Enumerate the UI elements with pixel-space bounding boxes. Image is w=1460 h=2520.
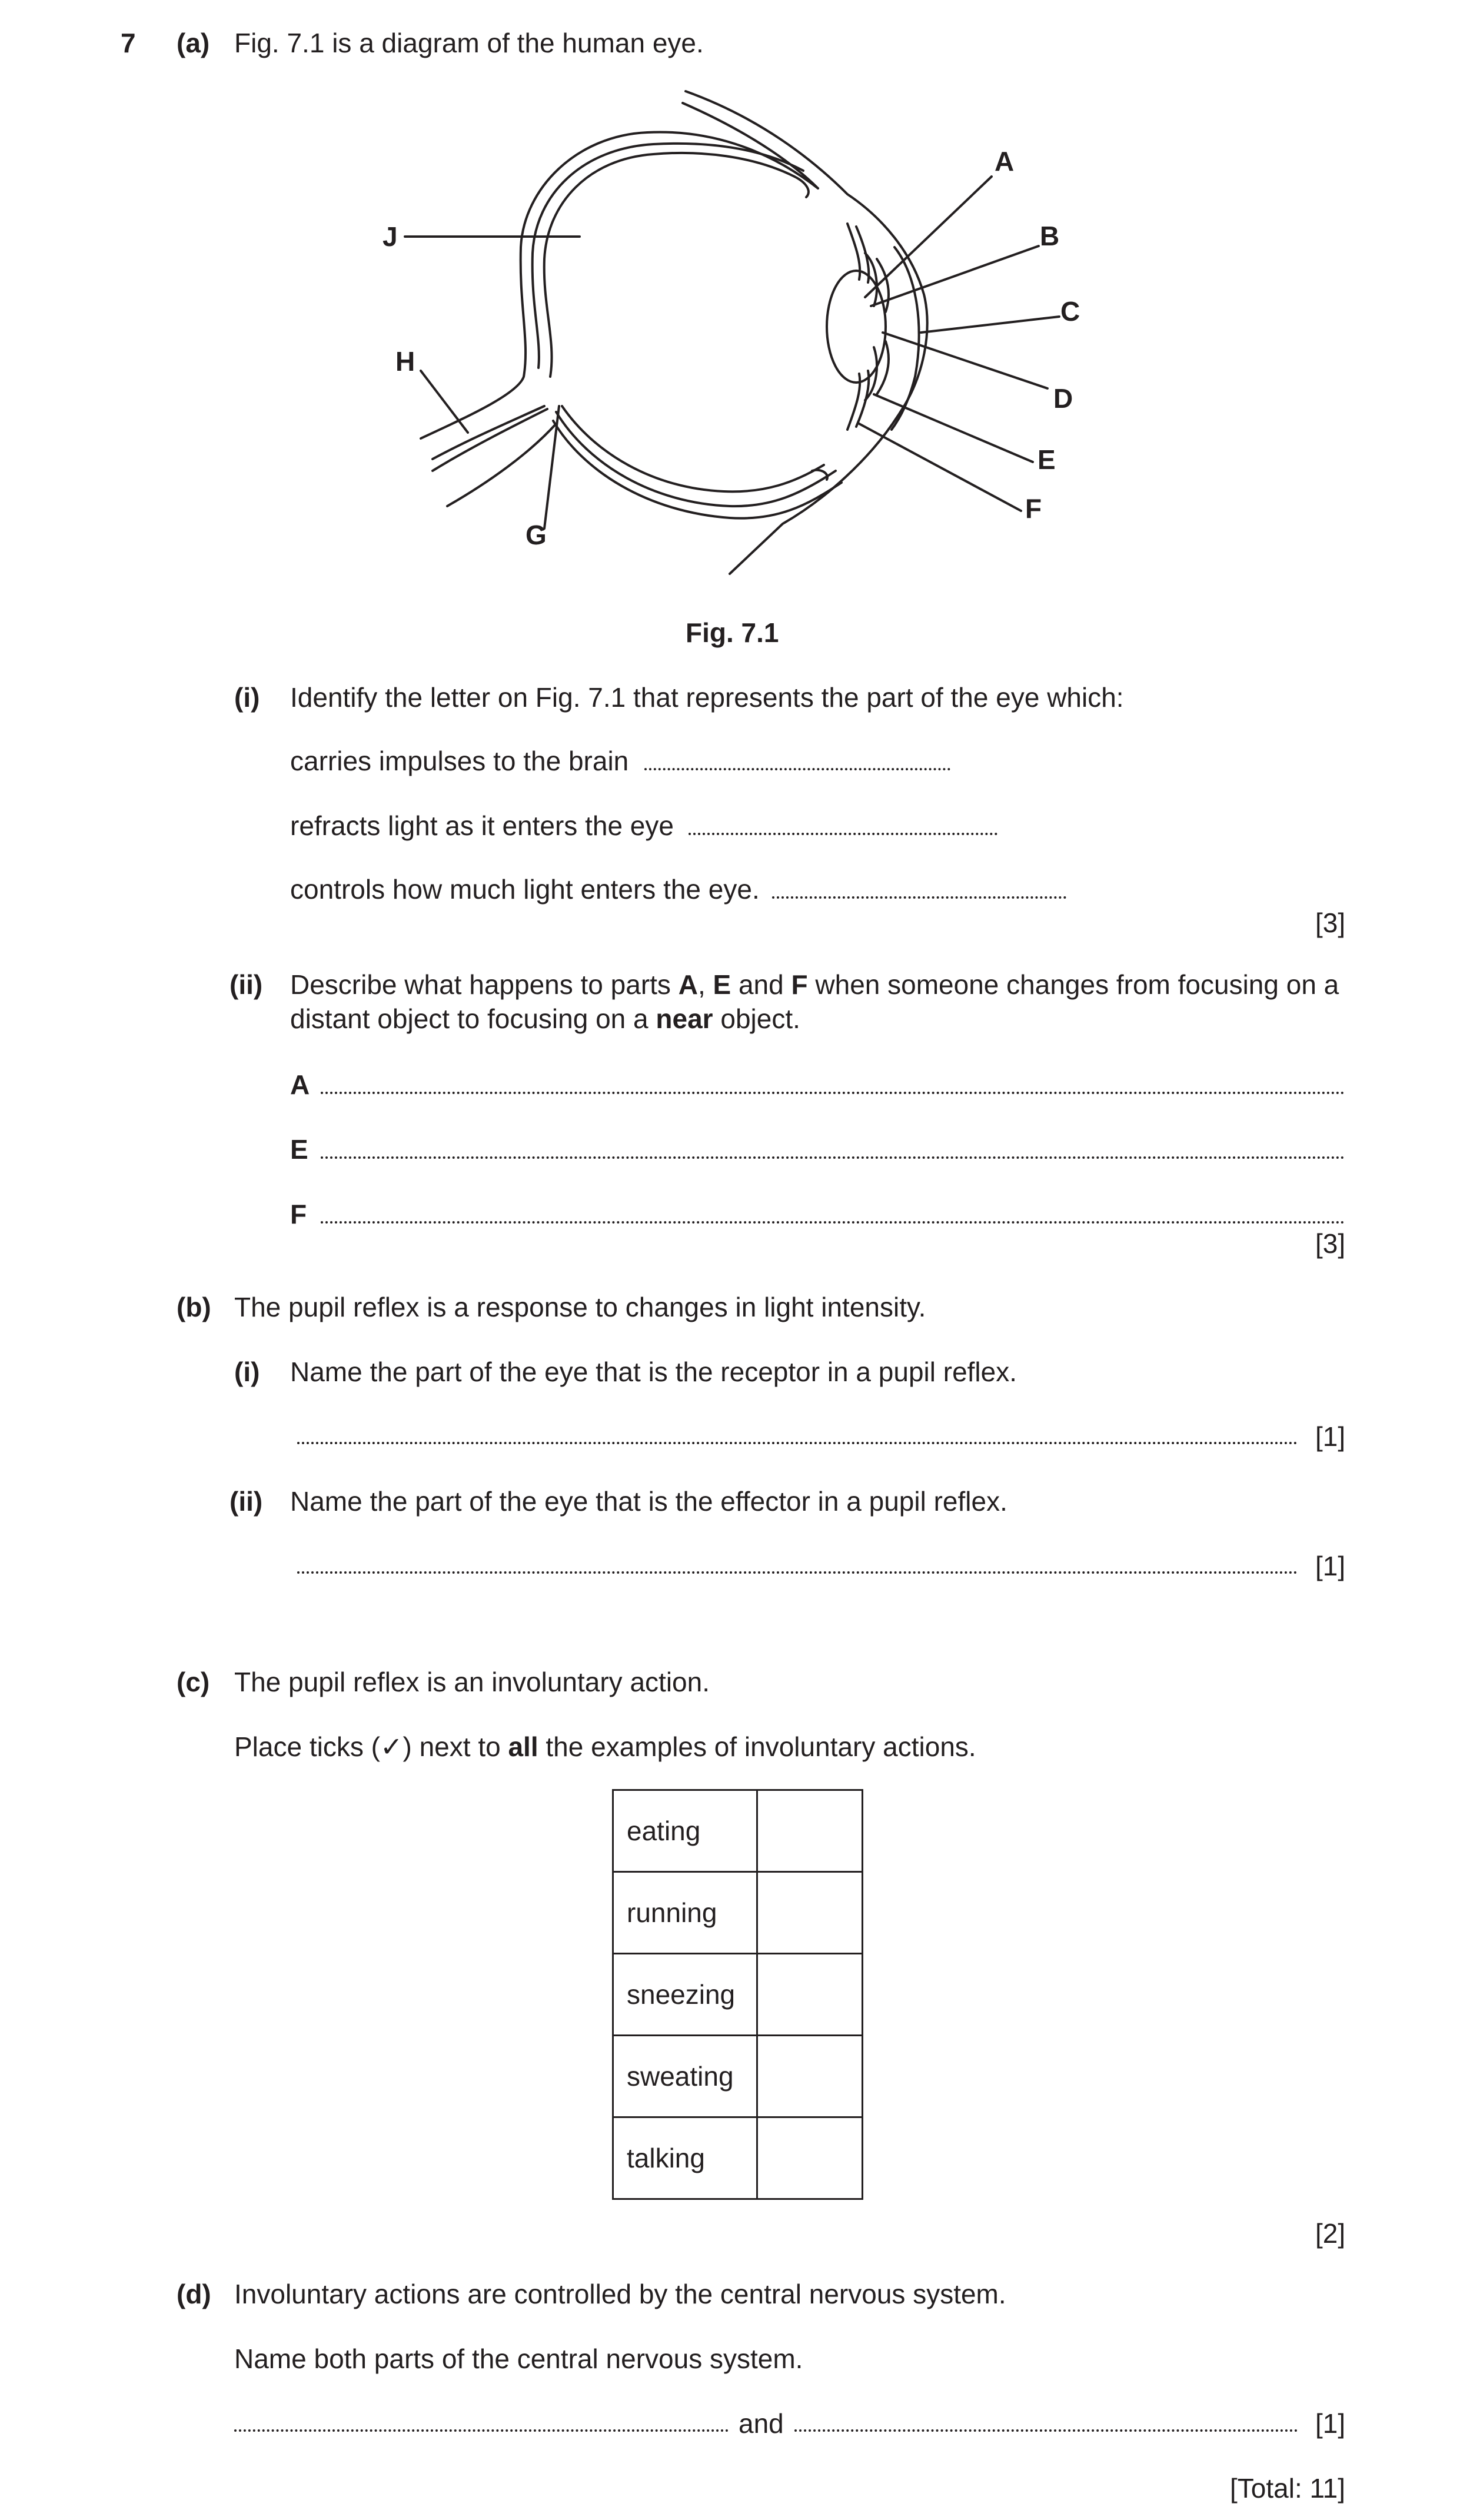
marks-b-i: [1] bbox=[1315, 1421, 1346, 1452]
label-D: D bbox=[1053, 383, 1073, 414]
tick-box[interactable] bbox=[757, 2117, 863, 2199]
option-label: eating bbox=[613, 1790, 757, 1872]
tick-box[interactable] bbox=[757, 2036, 863, 2117]
part-b-i-label: (i) bbox=[234, 1357, 260, 1387]
label-C: C bbox=[1060, 296, 1080, 327]
label-E: E bbox=[1037, 444, 1056, 475]
table-row bbox=[613, 1790, 863, 1872]
part-c-instruction: Place ticks (✓) next to all the examples of involuntary actions. bbox=[234, 1731, 976, 1762]
table-row bbox=[613, 2117, 863, 2199]
row-label-E: E bbox=[290, 1134, 308, 1165]
part-d-prompt: Name both parts of the central nervous system. bbox=[234, 2343, 803, 2374]
part-b-ii-prompt: Name the part of the eye that is the effector in a pupil reflex. bbox=[290, 1486, 1007, 1517]
option-label: sneezing bbox=[613, 1954, 757, 2036]
table-row bbox=[613, 2036, 863, 2117]
part-b-i-prompt: Name the part of the eye that is the receptor in a pupil reflex. bbox=[290, 1357, 1017, 1387]
option-label: sweating bbox=[613, 2036, 757, 2117]
answer-line[interactable] bbox=[321, 1092, 1345, 1094]
label-H: H bbox=[395, 346, 415, 377]
part-d-label: (d) bbox=[177, 2279, 211, 2309]
answer-line[interactable] bbox=[689, 833, 997, 835]
part-a-i-item-3: controls how much light enters the eye. bbox=[290, 874, 760, 905]
part-b-intro: The pupil reflex is a response to changes in light intensity. bbox=[234, 1292, 926, 1322]
answer-line[interactable] bbox=[321, 1221, 1345, 1224]
marks-d: [1] bbox=[1315, 2408, 1346, 2439]
label-G: G bbox=[526, 520, 547, 550]
part-a-ii-prompt-line2: distant object to focusing on a near object. bbox=[290, 1003, 800, 1034]
part-c-label: (c) bbox=[177, 1667, 210, 1697]
total-marks: [Total: 11] bbox=[1230, 2473, 1346, 2504]
figure-caption: Fig. 7.1 bbox=[686, 617, 779, 648]
part-c-intro: The pupil reflex is an involuntary action. bbox=[234, 1667, 710, 1697]
part-b-label: (b) bbox=[177, 1292, 211, 1322]
tick-box[interactable] bbox=[757, 1790, 863, 1872]
option-label: running bbox=[613, 1872, 757, 1954]
part-a-intro: Fig. 7.1 is a diagram of the human eye. bbox=[234, 28, 704, 58]
part-a-i-item-1: carries impulses to the brain bbox=[290, 746, 629, 776]
row-label-A: A bbox=[290, 1069, 310, 1100]
part-a-label: (a) bbox=[177, 28, 210, 58]
involuntary-actions-table bbox=[612, 1789, 863, 2200]
answer-line[interactable] bbox=[644, 768, 950, 770]
marks-a-i: [3] bbox=[1315, 907, 1346, 938]
tick-box[interactable] bbox=[757, 1954, 863, 2036]
part-a-i-item-2: refracts light as it enters the eye bbox=[290, 810, 674, 841]
answer-line[interactable] bbox=[794, 2429, 1298, 2432]
answer-line[interactable] bbox=[297, 1442, 1298, 1444]
part-a-ii-prompt-line1: Describe what happens to parts A, E and F when someone changes from focusing on a bbox=[290, 969, 1339, 1000]
part-a-ii-label: (ii) bbox=[230, 969, 263, 1000]
marks-b-ii: [1] bbox=[1315, 1551, 1346, 1581]
row-label-F: F bbox=[290, 1199, 307, 1229]
answer-line[interactable] bbox=[297, 1571, 1298, 1574]
part-a-i-label: (i) bbox=[234, 682, 260, 713]
part-d-intro: Involuntary actions are controlled by the central nervous system. bbox=[234, 2279, 1006, 2309]
tick-box[interactable] bbox=[757, 1872, 863, 1954]
answer-line[interactable] bbox=[234, 2429, 729, 2432]
part-d-connector: and bbox=[739, 2408, 784, 2439]
eye-diagram bbox=[383, 85, 1106, 591]
answer-line[interactable] bbox=[321, 1156, 1345, 1159]
part-a-i-prompt: Identify the letter on Fig. 7.1 that represents the part of the eye which: bbox=[290, 682, 1124, 713]
table-row bbox=[613, 1872, 863, 1954]
table-row bbox=[613, 1954, 863, 2036]
question-number: 7 bbox=[121, 28, 136, 58]
label-A: A bbox=[995, 146, 1015, 177]
marks-c: [2] bbox=[1315, 2218, 1346, 2249]
label-B: B bbox=[1040, 221, 1060, 251]
option-label: talking bbox=[613, 2117, 757, 2199]
label-J: J bbox=[383, 221, 398, 252]
label-F: F bbox=[1025, 493, 1042, 524]
answer-line[interactable] bbox=[772, 896, 1066, 899]
part-b-ii-label: (ii) bbox=[230, 1486, 263, 1517]
marks-a-ii: [3] bbox=[1315, 1228, 1346, 1259]
